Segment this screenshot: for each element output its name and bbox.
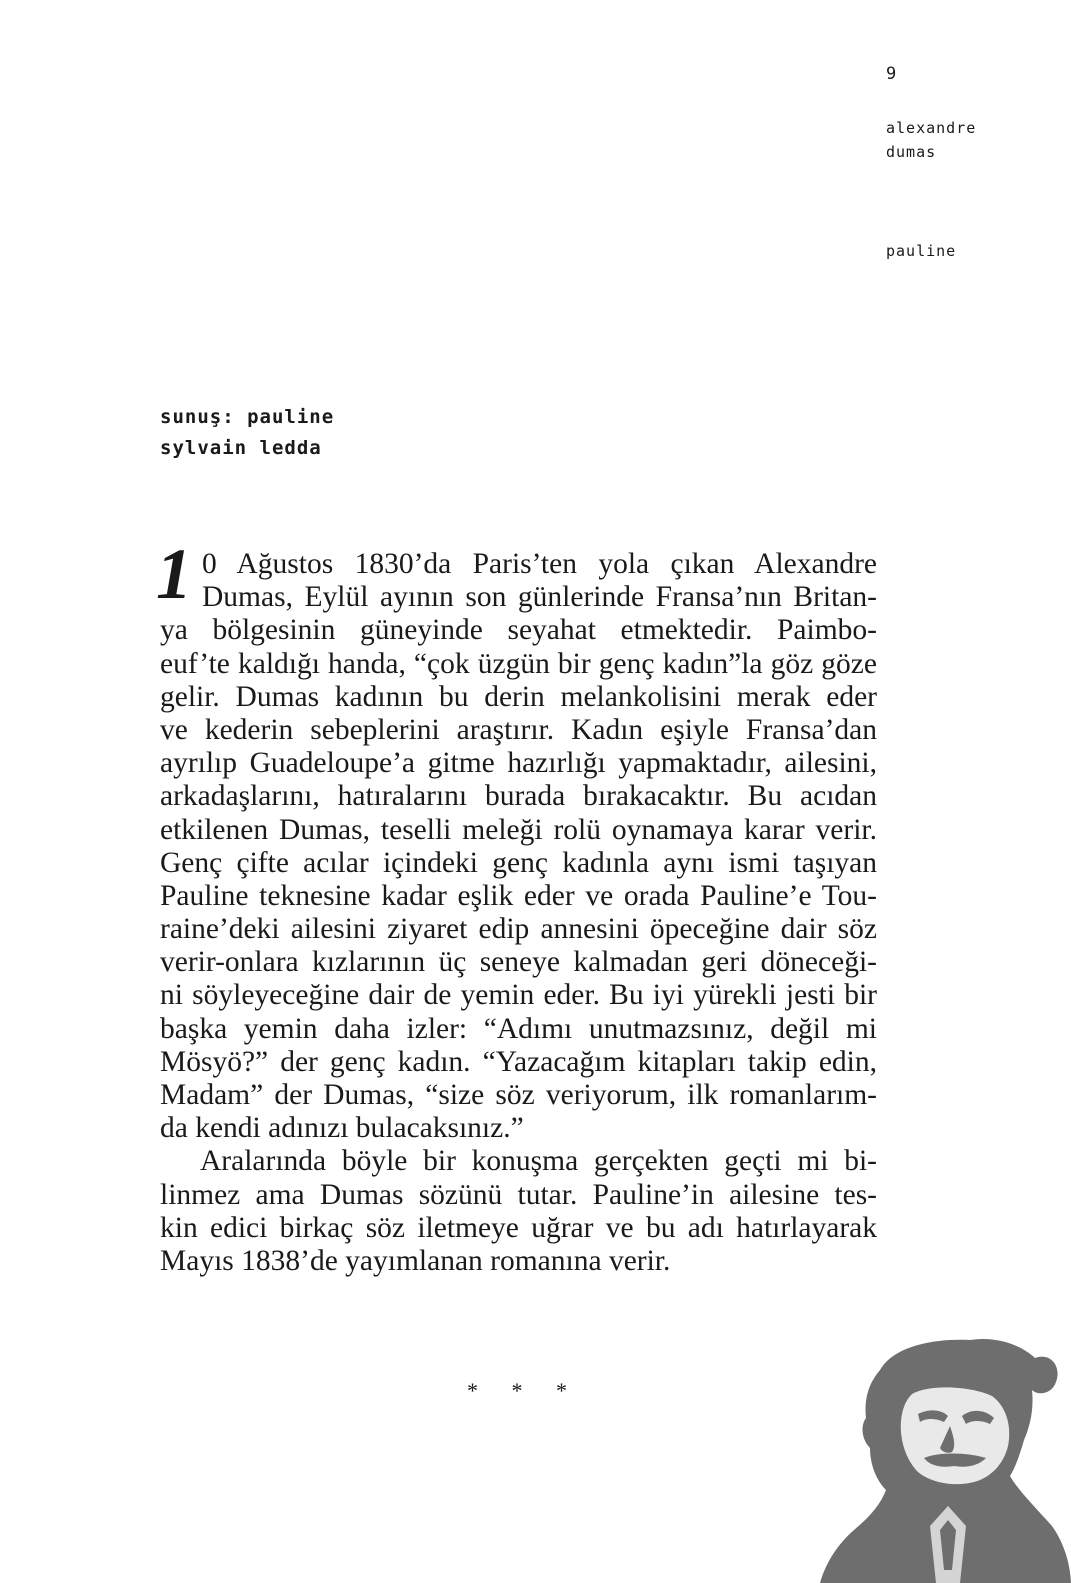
text-line: ayrılıp Guadeloupe’a gitme hazırlığı yapmaktadır, ailesini, bbox=[160, 747, 877, 780]
running-head-author bbox=[886, 116, 976, 164]
body-text bbox=[160, 548, 877, 1278]
section-heading bbox=[160, 402, 334, 464]
text-line: başka yemin daha izler: “Adımı unutmazsınız, değil mi bbox=[160, 1012, 877, 1045]
text-line: da kendi adınızı bulacaksınız.” bbox=[160, 1112, 524, 1145]
author-last-name: dumas bbox=[886, 143, 937, 161]
author-first-name: alexandre bbox=[886, 119, 977, 137]
text-line: Dumas, Eylül ayının son günlerinde Fransa’nın Britan- bbox=[202, 581, 877, 614]
text-line: Aralarında böyle bir konuşma gerçekten geçti mi bi- bbox=[200, 1145, 877, 1178]
section-title: sunuş: pauline bbox=[160, 406, 335, 428]
text-line: etkilenen Dumas, teselli meleği rolü oynamaya karar verir. bbox=[160, 813, 877, 846]
text-line: Mayıs 1838’de yayımlanan romanına verir. bbox=[160, 1244, 671, 1277]
text-line: 0 Ağustos 1830’da Paris’ten yola çıkan Alexandre bbox=[202, 548, 877, 580]
page-number: 9 bbox=[886, 64, 898, 84]
text-line: Mösyö?” der genç kadın. “Yazacağım kitapları takip edin, bbox=[160, 1045, 877, 1078]
text-line: ni söyleyeceğine dair de yemin eder. Bu iyi yürekli jesti bir bbox=[160, 979, 877, 1012]
running-head-title: pauline bbox=[886, 242, 957, 260]
text-line: raine’deki ailesini ziyaret edip annesini öpeceğine dair söz bbox=[160, 913, 877, 946]
text-line: ya bölgesinin güneyinde seyahat etmektedir. Paimbo- bbox=[160, 614, 877, 647]
text-line: ve kederin sebeplerini araştırır. Kadın eşiyle Fransa’dan bbox=[160, 713, 877, 746]
text-line: Genç çifte acılar içindeki genç kadınla aynı ismi taşıyan bbox=[160, 846, 877, 879]
text-line: Madam” der Dumas, “size söz veriyorum, ilk romanlarım- bbox=[160, 1079, 877, 1111]
paragraph-2 bbox=[160, 1145, 877, 1278]
section-separator: * * * bbox=[467, 1378, 581, 1403]
dumas-portrait-illustration bbox=[820, 1330, 1071, 1583]
text-line: gelir. Dumas kadının bu derin melankolisini merak eder bbox=[160, 680, 877, 713]
section-author: sylvain ledda bbox=[160, 437, 322, 459]
text-line: Pauline teknesine kadar eşlik eder ve orada Pauline’e Tou- bbox=[160, 879, 877, 912]
dropcap-text: 1 bbox=[156, 544, 192, 606]
text-line: arkadaşlarını, hatıralarını burada bırakacaktır. Bu acıdan bbox=[160, 780, 877, 813]
paragraph-1 bbox=[160, 548, 877, 1145]
text-line: kin edici birkaç söz iletmeye uğrar ve bu adı hatırlayarak bbox=[160, 1211, 877, 1244]
text-line: euf’te kaldığı handa, “çok üzgün bir genç kadın”la göz göze bbox=[160, 647, 877, 680]
text-line: verir-onlara kızlarının üç seneye kalmadan geri döneceği- bbox=[160, 946, 877, 979]
text-line: linmez ama Dumas sözünü tutar. Pauline’in ailesine tes- bbox=[160, 1178, 877, 1211]
